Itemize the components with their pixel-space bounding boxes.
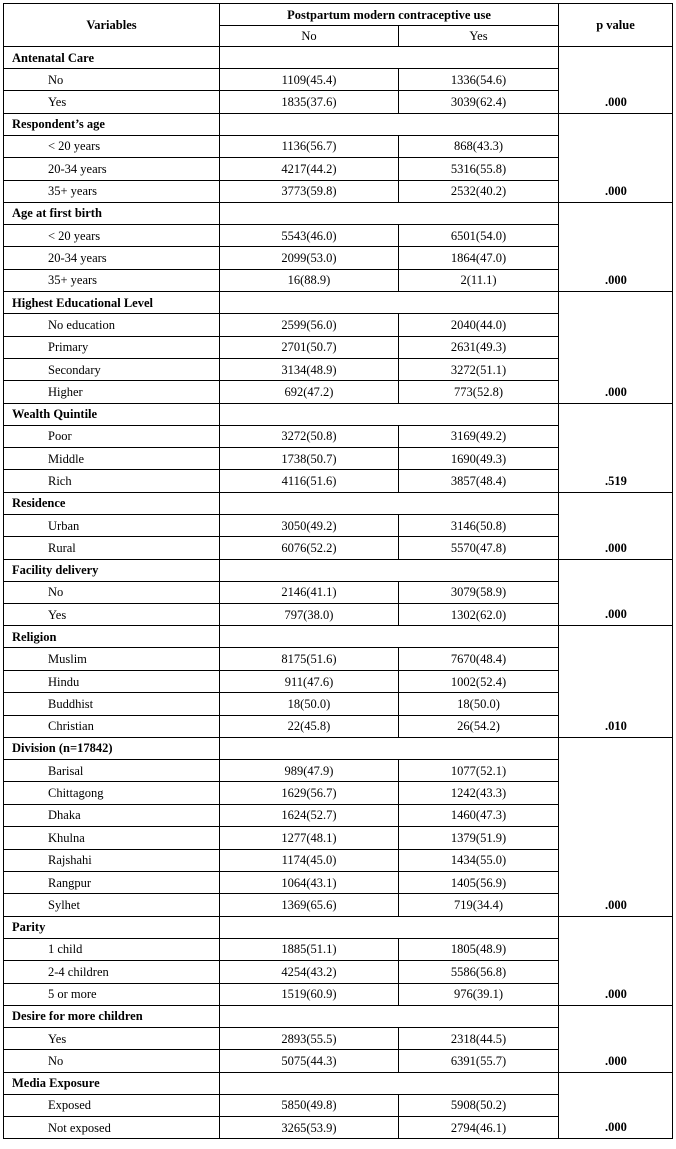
cell-yes: 6501(54.0) — [399, 224, 559, 246]
row-label: < 20 years — [4, 135, 220, 157]
category-spacer — [220, 916, 559, 938]
cell-yes: 18(50.0) — [399, 693, 559, 715]
row-label: Dhaka — [4, 804, 220, 826]
cell-no: 3265(53.9) — [220, 1117, 399, 1139]
row-label: Poor — [4, 425, 220, 447]
category-spacer — [220, 202, 559, 224]
row-label: Not exposed — [4, 1117, 220, 1139]
category-row — [4, 492, 673, 514]
cell-no: 3272(50.8) — [220, 425, 399, 447]
row-label: < 20 years — [4, 224, 220, 246]
cell-no: 1738(50.7) — [220, 448, 399, 470]
row-label: No — [4, 1050, 220, 1072]
cell-yes: 6391(55.7) — [399, 1050, 559, 1072]
category-spacer — [220, 1072, 559, 1094]
table-body — [4, 47, 673, 1139]
p-value: .000 — [559, 559, 673, 626]
cell-no: 3050(49.2) — [220, 514, 399, 536]
cell-yes: 1077(52.1) — [399, 759, 559, 781]
cell-yes: 1302(62.0) — [399, 604, 559, 626]
row-label: No — [4, 69, 220, 91]
category-spacer — [220, 492, 559, 514]
cell-yes: 1405(56.9) — [399, 871, 559, 893]
cell-yes: 1002(52.4) — [399, 670, 559, 692]
p-value: .000 — [559, 113, 673, 202]
cell-yes: 2794(46.1) — [399, 1117, 559, 1139]
cell-no: 5543(46.0) — [220, 224, 399, 246]
p-value: .000 — [559, 47, 673, 114]
cell-no: 1277(48.1) — [220, 827, 399, 849]
category-label: Parity — [4, 916, 220, 938]
category-label: Desire for more children — [4, 1005, 220, 1027]
cell-no: 1136(56.7) — [220, 135, 399, 157]
cell-no: 1624(52.7) — [220, 804, 399, 826]
category-row — [4, 292, 673, 314]
table-header — [4, 4, 673, 47]
cell-no: 4254(43.2) — [220, 961, 399, 983]
contraceptive-use-table — [3, 3, 673, 1139]
category-label: Division (n=17842) — [4, 737, 220, 759]
category-label: Wealth Quintile — [4, 403, 220, 425]
p-value: .010 — [559, 626, 673, 738]
cell-no: 4217(44.2) — [220, 158, 399, 180]
category-row — [4, 113, 673, 135]
category-label: Highest Educational Level — [4, 292, 220, 314]
category-spacer — [220, 403, 559, 425]
cell-yes: 3169(49.2) — [399, 425, 559, 447]
row-label: Secondary — [4, 358, 220, 380]
cell-no: 6076(52.2) — [220, 537, 399, 559]
category-label: Media Exposure — [4, 1072, 220, 1094]
header-p-value: p value — [559, 4, 673, 47]
cell-no: 2893(55.5) — [220, 1027, 399, 1049]
cell-yes: 5316(55.8) — [399, 158, 559, 180]
cell-yes: 1460(47.3) — [399, 804, 559, 826]
cell-no: 2701(50.7) — [220, 336, 399, 358]
cell-yes: 3146(50.8) — [399, 514, 559, 536]
row-label: Primary — [4, 336, 220, 358]
row-label: Urban — [4, 514, 220, 536]
cell-no: 1109(45.4) — [220, 69, 399, 91]
cell-yes: 773(52.8) — [399, 381, 559, 403]
cell-no: 2099(53.0) — [220, 247, 399, 269]
cell-no: 1174(45.0) — [220, 849, 399, 871]
p-value: .000 — [559, 202, 673, 291]
cell-yes: 2(11.1) — [399, 269, 559, 291]
row-label: No — [4, 581, 220, 603]
row-label: Rural — [4, 537, 220, 559]
cell-yes: 26(54.2) — [399, 715, 559, 737]
cell-no: 911(47.6) — [220, 670, 399, 692]
cell-yes: 5570(47.8) — [399, 537, 559, 559]
row-label: Sylhet — [4, 894, 220, 916]
row-label: No education — [4, 314, 220, 336]
category-row — [4, 559, 673, 581]
cell-no: 2599(56.0) — [220, 314, 399, 336]
cell-no: 5850(49.8) — [220, 1094, 399, 1116]
cell-yes: 1805(48.9) — [399, 938, 559, 960]
row-label: Rich — [4, 470, 220, 492]
cell-yes: 3857(48.4) — [399, 470, 559, 492]
cell-no: 3773(59.8) — [220, 180, 399, 202]
row-label: Christian — [4, 715, 220, 737]
row-label: 5 or more — [4, 983, 220, 1005]
category-spacer — [220, 47, 559, 69]
category-row — [4, 202, 673, 224]
p-value: .000 — [559, 916, 673, 1005]
category-label: Respondent’s age — [4, 113, 220, 135]
cell-yes: 7670(48.4) — [399, 648, 559, 670]
row-label: Yes — [4, 1027, 220, 1049]
row-label: 20-34 years — [4, 247, 220, 269]
category-spacer — [220, 626, 559, 648]
p-value: .000 — [559, 1005, 673, 1072]
cell-yes: 1379(51.9) — [399, 827, 559, 849]
cell-no: 16(88.9) — [220, 269, 399, 291]
cell-no: 692(47.2) — [220, 381, 399, 403]
row-label: 1 child — [4, 938, 220, 960]
row-label: Rajshahi — [4, 849, 220, 871]
category-row — [4, 47, 673, 69]
category-spacer — [220, 1005, 559, 1027]
row-label: Exposed — [4, 1094, 220, 1116]
category-row — [4, 1005, 673, 1027]
cell-no: 3134(48.9) — [220, 358, 399, 380]
cell-no: 797(38.0) — [220, 604, 399, 626]
cell-yes: 3079(58.9) — [399, 581, 559, 603]
cell-no: 5075(44.3) — [220, 1050, 399, 1072]
header-no: No — [220, 26, 399, 47]
category-label: Facility delivery — [4, 559, 220, 581]
cell-no: 1064(43.1) — [220, 871, 399, 893]
row-label: Muslim — [4, 648, 220, 670]
cell-no: 1629(56.7) — [220, 782, 399, 804]
cell-yes: 1690(49.3) — [399, 448, 559, 470]
row-label: 35+ years — [4, 269, 220, 291]
p-value: .000 — [559, 492, 673, 559]
p-value: .000 — [559, 737, 673, 916]
row-label: 35+ years — [4, 180, 220, 202]
category-label: Antenatal Care — [4, 47, 220, 69]
cell-no: 1835(37.6) — [220, 91, 399, 113]
cell-no: 2146(41.1) — [220, 581, 399, 603]
category-row — [4, 1072, 673, 1094]
row-label: Yes — [4, 604, 220, 626]
cell-yes: 1336(54.6) — [399, 69, 559, 91]
p-value: .519 — [559, 403, 673, 492]
category-row — [4, 626, 673, 648]
row-label: Buddhist — [4, 693, 220, 715]
cell-yes: 3039(62.4) — [399, 91, 559, 113]
p-value: .000 — [559, 1072, 673, 1139]
row-label: Hindu — [4, 670, 220, 692]
category-label: Residence — [4, 492, 220, 514]
cell-yes: 1242(43.3) — [399, 782, 559, 804]
cell-no: 1519(60.9) — [220, 983, 399, 1005]
cell-yes: 3272(51.1) — [399, 358, 559, 380]
row-label: Yes — [4, 91, 220, 113]
category-row — [4, 737, 673, 759]
cell-yes: 5908(50.2) — [399, 1094, 559, 1116]
row-label: 2-4 children — [4, 961, 220, 983]
cell-yes: 976(39.1) — [399, 983, 559, 1005]
header-group: Postpartum modern contraceptive use — [220, 4, 559, 26]
cell-yes: 1434(55.0) — [399, 849, 559, 871]
row-label: Chittagong — [4, 782, 220, 804]
cell-no: 1369(65.6) — [220, 894, 399, 916]
category-label: Religion — [4, 626, 220, 648]
category-spacer — [220, 113, 559, 135]
category-spacer — [220, 737, 559, 759]
row-label: Khulna — [4, 827, 220, 849]
cell-yes: 868(43.3) — [399, 135, 559, 157]
category-spacer — [220, 559, 559, 581]
cell-yes: 2532(40.2) — [399, 180, 559, 202]
cell-no: 8175(51.6) — [220, 648, 399, 670]
cell-no: 1885(51.1) — [220, 938, 399, 960]
cell-yes: 719(34.4) — [399, 894, 559, 916]
cell-no: 22(45.8) — [220, 715, 399, 737]
cell-yes: 2040(44.0) — [399, 314, 559, 336]
category-spacer — [220, 292, 559, 314]
cell-yes: 5586(56.8) — [399, 961, 559, 983]
cell-no: 4116(51.6) — [220, 470, 399, 492]
category-label: Age at first birth — [4, 202, 220, 224]
p-value: .000 — [559, 292, 673, 404]
row-label: Rangpur — [4, 871, 220, 893]
cell-no: 18(50.0) — [220, 693, 399, 715]
cell-yes: 2318(44.5) — [399, 1027, 559, 1049]
row-label: Higher — [4, 381, 220, 403]
row-label: Barisal — [4, 759, 220, 781]
cell-yes: 1864(47.0) — [399, 247, 559, 269]
row-label: 20-34 years — [4, 158, 220, 180]
cell-yes: 2631(49.3) — [399, 336, 559, 358]
cell-no: 989(47.9) — [220, 759, 399, 781]
header-yes: Yes — [399, 26, 559, 47]
header-variables: Variables — [4, 4, 220, 47]
category-row — [4, 916, 673, 938]
row-label: Middle — [4, 448, 220, 470]
category-row — [4, 403, 673, 425]
